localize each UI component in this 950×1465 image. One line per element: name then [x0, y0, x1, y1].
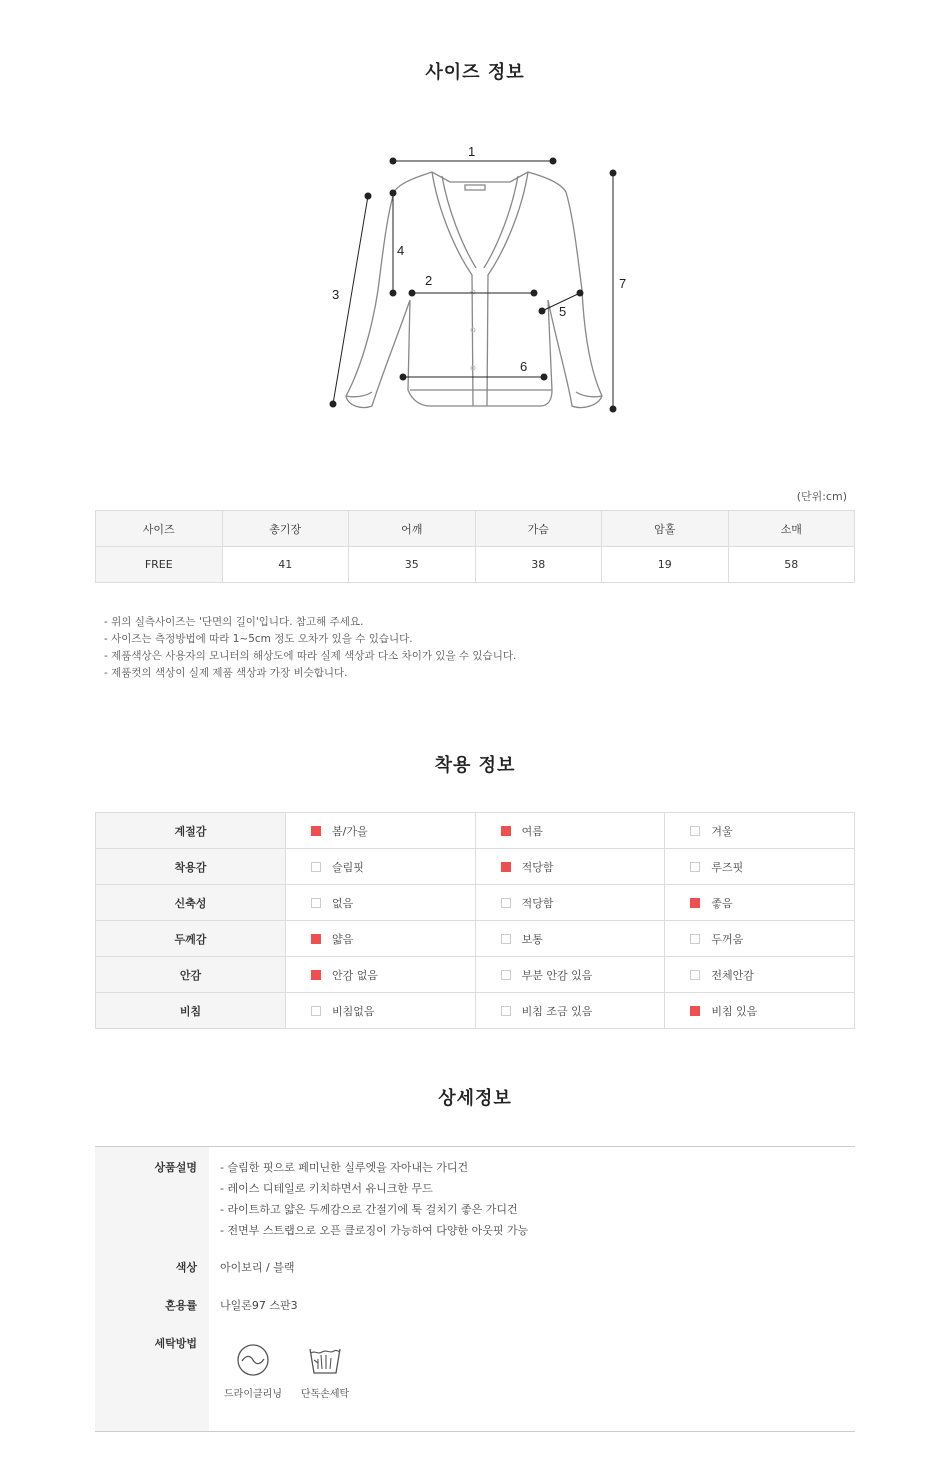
size-info-title: 사이즈 정보	[425, 62, 525, 83]
wear-option	[475, 957, 665, 993]
wear-row-label: 계절감	[96, 813, 286, 849]
wear-option-label: 적당함	[521, 896, 554, 910]
wear-option-label: 안감 없음	[332, 968, 379, 982]
wear-option-label: 여름	[521, 824, 543, 838]
checked-box-icon	[501, 826, 511, 836]
wear-row-label: 비침	[96, 993, 286, 1029]
wear-option	[475, 813, 665, 849]
value-cell: 41	[222, 547, 349, 583]
wear-option-label: 없음	[332, 896, 354, 910]
unchecked-box-icon	[501, 970, 511, 980]
wear-option	[665, 849, 855, 885]
wear-option	[286, 957, 476, 993]
wear-option	[475, 921, 665, 957]
size-table	[95, 510, 855, 583]
wash-item-label: 드라이클리닝	[224, 1389, 282, 1400]
note-line: - 사이즈는 측정방법에 따라 1~5cm 정도 오차가 있을 수 있습니다.	[104, 633, 413, 645]
checked-box-icon	[501, 862, 511, 872]
wear-option-label: 봄/가을	[332, 824, 368, 838]
table-row	[96, 547, 855, 583]
wear-option	[286, 885, 476, 921]
wear-option-label: 얇음	[332, 932, 354, 946]
size-cell: FREE	[96, 547, 223, 583]
wear-option-label: 보통	[521, 932, 543, 946]
unchecked-box-icon	[690, 862, 700, 872]
blend-value: 나일론97 스판3	[220, 1299, 298, 1312]
wash-label: 세탁방법	[154, 1337, 197, 1350]
header-cell: 암홀	[602, 511, 729, 547]
header-cell: 소매	[728, 511, 855, 547]
unchecked-box-icon	[690, 970, 700, 980]
wear-option-label: 비침 있음	[711, 1004, 758, 1018]
diagram-label-3: 3	[332, 287, 340, 302]
unchecked-box-icon	[311, 1006, 321, 1016]
diagram-label-5: 5	[559, 304, 567, 319]
dry-clean-icon	[236, 1343, 270, 1377]
wear-option-label: 슬림핏	[332, 860, 364, 874]
wear-option	[286, 813, 476, 849]
wear-option	[475, 885, 665, 921]
cardigan-measurement-diagram	[320, 140, 640, 420]
wear-option	[475, 993, 665, 1029]
wear-row-label: 신축성	[96, 885, 286, 921]
wear-row-label: 두께감	[96, 921, 286, 957]
wear-option-label: 부분 안감 있음	[521, 968, 593, 982]
desc-line: - 슬림한 핏으로 페미닌한 실루엣을 자아내는 가디건	[220, 1161, 469, 1174]
table-row	[96, 849, 855, 885]
unchecked-box-icon	[501, 898, 511, 908]
hand-wash-icon	[306, 1343, 344, 1377]
color-label: 색상	[175, 1261, 197, 1274]
table-row	[96, 885, 855, 921]
diagram-label-7: 7	[619, 276, 627, 291]
unchecked-box-icon	[501, 934, 511, 944]
value-cell: 35	[349, 547, 476, 583]
detail-info-title: 상세정보	[438, 1088, 512, 1109]
diagram-label-6: 6	[520, 359, 528, 374]
desc-line: - 전면부 스트랩으로 오픈 클로징이 가능하여 다양한 아웃핏 가능	[220, 1224, 529, 1237]
desc-line: - 라이트하고 얇은 두께감으로 간절기에 툭 걸치기 좋은 가디건	[220, 1203, 518, 1216]
wear-option	[475, 849, 665, 885]
unchecked-box-icon	[690, 934, 700, 944]
diagram-label-1: 1	[468, 144, 476, 159]
note-line: - 위의 실측사이즈는 '단면의 길이'입니다. 참고해 주세요.	[104, 616, 364, 628]
wear-row-label: 착용감	[96, 849, 286, 885]
checked-box-icon	[690, 898, 700, 908]
wear-option	[286, 849, 476, 885]
note-line: - 제품컷의 색상이 실제 제품 색상과 가장 비슷합니다.	[104, 667, 348, 679]
checked-box-icon	[311, 934, 321, 944]
blend-label: 혼용률	[165, 1299, 197, 1312]
table-row	[96, 813, 855, 849]
header-cell: 총기장	[222, 511, 349, 547]
wash-item-label: 단독손세탁	[300, 1389, 350, 1400]
wear-option	[665, 813, 855, 849]
desc-label: 상품설명	[154, 1161, 197, 1174]
checked-box-icon	[690, 1006, 700, 1016]
wear-option-label: 겨울	[711, 824, 733, 838]
size-notes	[104, 614, 516, 682]
wear-option	[665, 885, 855, 921]
diagram-label-4: 4	[397, 243, 405, 258]
value-cell: 58	[728, 547, 855, 583]
wear-option-label: 두꺼움	[711, 932, 744, 946]
table-row	[96, 993, 855, 1029]
header-cell: 사이즈	[96, 511, 223, 547]
wear-option-label: 전체안감	[711, 968, 754, 982]
wear-option	[665, 957, 855, 993]
header-cell: 가슴	[475, 511, 602, 547]
table-row	[96, 921, 855, 957]
desc-lines	[220, 1157, 528, 1241]
detail-info-panel	[95, 1146, 855, 1432]
wear-option	[286, 921, 476, 957]
unit-label: (단위:cm)	[796, 490, 847, 503]
wear-option-label: 좋음	[711, 896, 733, 910]
header-cell: 어깨	[349, 511, 476, 547]
wear-info-title: 착용 정보	[434, 755, 516, 776]
unchecked-box-icon	[311, 898, 321, 908]
wear-option-label: 적당함	[521, 860, 554, 874]
diagram-label-2: 2	[425, 273, 433, 288]
checked-box-icon	[311, 970, 321, 980]
color-value: 아이보리 / 블랙	[220, 1261, 295, 1274]
wash-item-dry	[223, 1343, 283, 1400]
size-table-header	[96, 511, 855, 547]
wear-row-label: 안감	[96, 957, 286, 993]
wear-option	[665, 921, 855, 957]
wear-option	[286, 993, 476, 1029]
unchecked-box-icon	[501, 1006, 511, 1016]
desc-line: - 레이스 디테일로 키치하면서 유니크한 무드	[220, 1182, 433, 1195]
unchecked-box-icon	[690, 826, 700, 836]
value-cell: 19	[602, 547, 729, 583]
note-line: - 제품색상은 사용자의 모니터의 해상도에 따라 실제 색상과 다소 차이가 있을 수 있습니다.	[104, 650, 517, 662]
wash-item-hand	[295, 1343, 355, 1400]
wear-option	[665, 993, 855, 1029]
wear-option-label: 비침 조금 있음	[521, 1004, 593, 1018]
checked-box-icon	[311, 826, 321, 836]
wear-option-label: 비침없음	[332, 1004, 375, 1018]
table-row	[96, 957, 855, 993]
wear-option-label: 루즈핏	[711, 860, 744, 874]
value-cell: 38	[475, 547, 602, 583]
unchecked-box-icon	[311, 862, 321, 872]
wear-info-table	[95, 812, 855, 1029]
